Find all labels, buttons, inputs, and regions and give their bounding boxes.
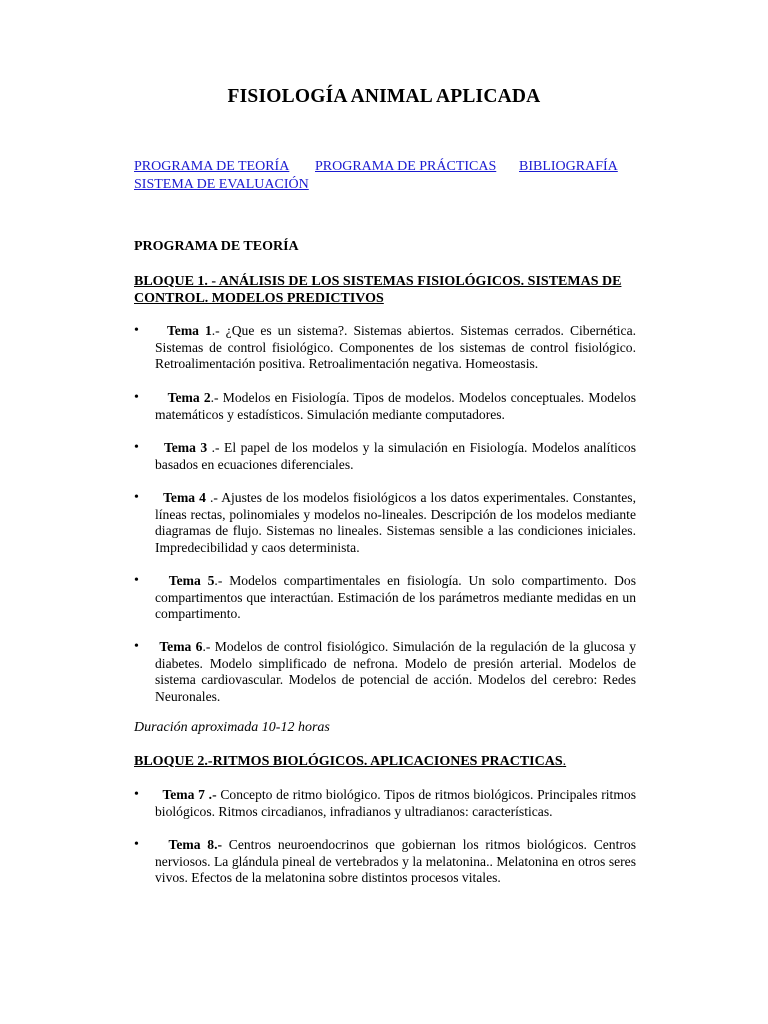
duration-note: Duración aproximada 10-12 horas (134, 720, 330, 735)
item-label: Tema 8.- (168, 837, 223, 852)
bullet-8: • (134, 837, 139, 852)
link-programa-teoria[interactable]: PROGRAMA DE TEORÍA (134, 159, 290, 174)
item-label: Tema 7 .- (162, 787, 217, 802)
item-text: Concepto de ritmo biológico. Tipos de ritmos biológicos. Principales ritmos biológicos. Ritmos circadianos, infradianos y ultradianos: características. (155, 787, 636, 819)
link-bibliografia[interactable]: BIBLIOGRAFÍA (519, 159, 618, 174)
block2-heading-text: BLOQUE 2.-RITMOS BIOLÓGICOS. APLICACIONES PRACTICAS (134, 754, 563, 769)
bullet-3: • (134, 440, 139, 455)
block1-heading: BLOQUE 1. - ANÁLISIS DE LOS SISTEMAS FISIOLÓGICOS. SISTEMAS DE CONTROL. MODELOS PREDICTIVOS (134, 274, 622, 306)
item-text: .- ¿Que es un sistema?. Sistemas abiertos. Sistemas cerrados. Cibernética. Sistemas de control fisiológico. Componentes de los sistemas de control fisiológico. Retroalimentación positiva. Retroalimentación negativa. Homeostasis. (155, 323, 636, 372)
list-item-tema-3 (155, 440, 636, 473)
list-item-tema-2 (155, 390, 636, 423)
bullet-7: • (134, 787, 139, 802)
item-text: .- Modelos en Fisiología. Tipos de modelos. Modelos conceptuales. Modelos matemáticos y estadísticos. Simulación mediante computadores. (155, 390, 636, 422)
list-item-tema-7 (155, 787, 636, 820)
list-item-tema-5 (155, 573, 636, 623)
item-text: .- Modelos compartimentales en fisiología. Un solo compartimento. Dos compartimentos que interactúan. Estimación de los parámetros mediante medidas en un compartimento. (155, 573, 637, 622)
item-text: .- Ajustes de los modelos fisiológicos a los datos experimentales. Constantes, líneas rectas, polinomiales y modelos no-lineales. Descripción de los modelos mediante diagramas de flujo. Sistemas no lineales. Sistemas sensible a las condiciones iniciales. Impredecibilidad y caos determinista. (155, 490, 636, 555)
list-item-tema-8 (155, 837, 636, 887)
link-programa-practicas[interactable]: PROGRAMA DE PRÁCTICAS (315, 159, 497, 174)
item-text: .- Modelos de control fisiológico. Simulación de la regulación de la glucosa y diabetes. Modelo simplificado de nefrona. Modelo de presión arterial. Modelos de sistema cardiovascular. Modelos de potencial de acción. Modelos del cerebro: Redes Neuronales. (155, 639, 636, 704)
link-sistema-evaluacion[interactable]: SISTEMA DE EVALUACIÓN (134, 177, 309, 192)
item-label: Tema 5 (168, 573, 215, 588)
list-item-tema-1 (155, 323, 636, 373)
block2-heading (134, 753, 566, 770)
bullet-6: • (134, 639, 139, 654)
item-label: Tema 6 (159, 639, 203, 654)
item-text: Centros neuroendocrinos que gobiernan los ritmos biológicos. Centros nerviosos. La glándula pineal de vertebrados y la melatonina.. Melatonina en otros seres vivos. Efectos de la melatonina sobre distintos procesos vitales. (155, 837, 636, 886)
bullet-2: • (134, 390, 139, 405)
list-item-tema-6 (155, 639, 636, 705)
item-text: .- El papel de los modelos y la simulación en Fisiología. Modelos analíticos basados en ecuaciones diferenciales. (155, 440, 637, 472)
page-title: FISIOLOGÍA ANIMAL APLICADA (227, 86, 541, 107)
item-label: Tema 2 (167, 390, 211, 405)
item-label: Tema 4 (163, 490, 206, 505)
list-item-tema-4 (155, 490, 636, 556)
bullet-1: • (134, 323, 139, 338)
bullet-5: • (134, 573, 139, 588)
bullet-4: • (134, 490, 139, 505)
item-label: Tema 3 (163, 440, 208, 455)
section-heading: PROGRAMA DE TEORÍA (134, 239, 299, 254)
block2-heading-suffix: . (562, 754, 567, 769)
item-label: Tema 1 (166, 323, 212, 338)
